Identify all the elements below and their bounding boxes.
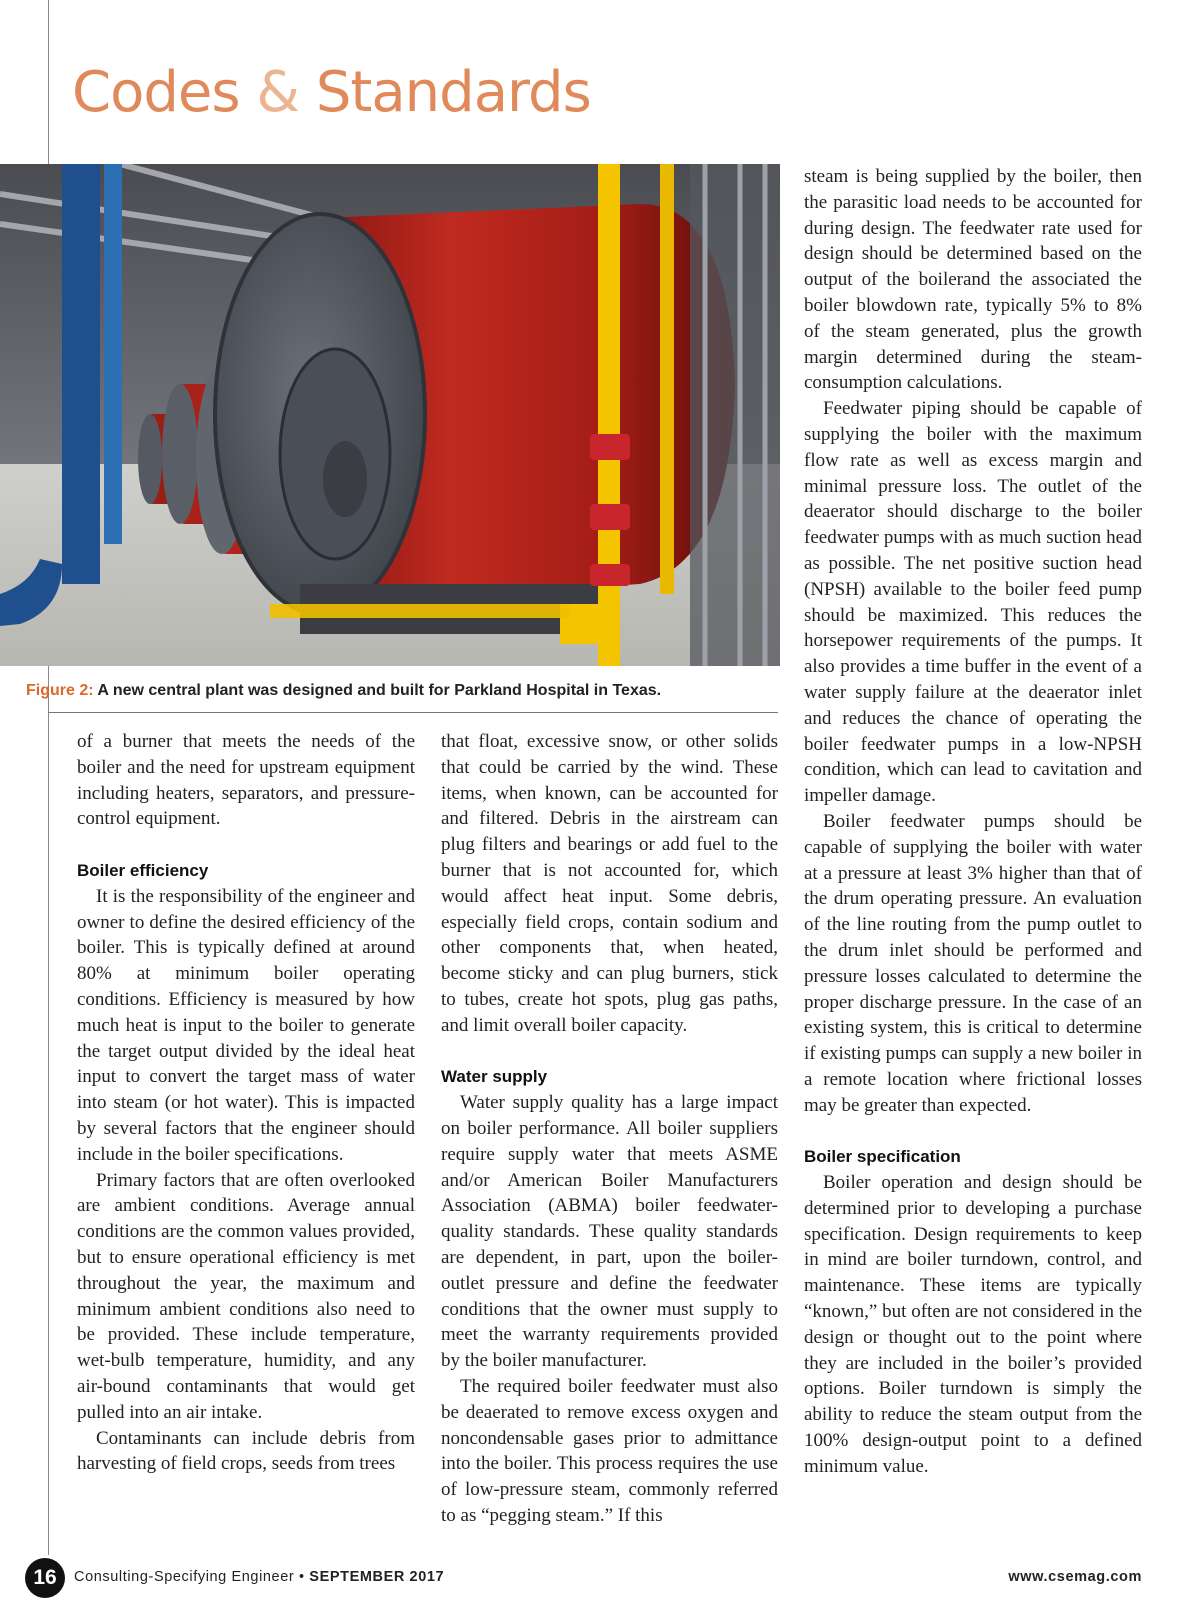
figure-caption xyxy=(26,682,786,700)
boiler-plant-photo xyxy=(0,164,780,666)
article-column-3 xyxy=(804,164,1142,1480)
figure-caption-text: A new central plant was designed and built for Parkland Hospital in Texas. xyxy=(97,682,662,699)
paragraph: steam is being supplied by the boiler, then the parasitic load needs to be accounted for during design. The feedwater rate used for design should be determined based on the output of the boilerand the associated the boiler blowdown rate, typically 5% to 8% of the steam generated, plus the growth margin determined during the steam-consumption calculations. xyxy=(804,166,1142,394)
header-title-rest: Standards xyxy=(315,60,591,125)
paragraph: Primary factors that are often overlooked are ambient conditions. Average annual conditions are the common values provided, but to ensure operational efficiency is met throughout the year, the maximum and minimum ambient conditions also need to be provided. These include temperature, wet-bulb temperature, humidity, and any air-bound contaminants that would get pulled into an air intake. xyxy=(77,1169,415,1423)
header-title-main: Codes xyxy=(72,60,240,125)
paragraph: Water supply quality has a large impact on boiler performance. All boiler suppliers require supply water that meets ASME and/or American Boiler Manufacturers Association (ABMA) boiler feedwater-quality standards. These quality standards are dependent, in part, upon the boiler-outlet pressure and define the feedwater conditions that the owner must supply to meet the warranty requirements provided by the boiler manufacturer. xyxy=(441,1092,778,1372)
paragraph: Contaminants can include debris from harvesting of field crops, seeds from trees xyxy=(77,1427,415,1475)
page-footer xyxy=(0,1558,1200,1598)
section-heading-water-supply: Water supply xyxy=(441,1067,548,1087)
paragraph: Boiler operation and design should be determined prior to developing a purchase specification. Design requirements to keep in mind are boiler turndown, control, and maintenance. These items are typically “known,” but often are not considered in the design or thought out to the point where they are included in the boiler’s provided options. Boiler turndown is simply the ability to reduce the steam output from the 100% design-output point to a defined minimum value. xyxy=(804,1172,1142,1477)
paragraph: It is the responsibility of the engineer and owner to define the desired efficiency of the boiler. This is typically defined at around 80% at minimum boiler operating conditions. Efficiency is measured by how much heat is input to the boiler to generate the target output divided by the ideal heat input to convert the target mass of water into steam (or hot water). This is impacted by several factors that the engineer should include in the boiler specifications. xyxy=(77,885,415,1165)
section-header xyxy=(72,62,591,124)
section-heading-boiler-efficiency: Boiler efficiency xyxy=(77,860,209,880)
publication-name: Consulting-Specifying Engineer xyxy=(74,1569,295,1585)
boiler-plant-illustration xyxy=(0,164,780,666)
paragraph: that float, excessive snow, or other solids that could be carried by the wind. These items, when known, can be accounted for and filtered. Debris in the airstream can plug filters and bearings or add fuel to the burner that is not accounted for, which would affect heat input. Some debris, especially field crops, contain sodium and other components that, when heated, become sticky and can plug burners, stick to tubes, create hot spots, plug gas paths, and limit overall boiler capacity. xyxy=(441,731,778,1036)
paragraph: Feedwater piping should be capable of supplying the boiler with the maximum flow rate as well as excess margin and minimal pressure loss. The outlet of the deaerator should discharge to the boiler feedwater pumps with as much suction head as possible. The net positive suction head (NPSH) available to the boiler feed pump should be maximized. This reduces the horsepower requirements of the pumps. It also provides a time buffer in the event of a water supply failure at the deaerator inlet and reduces the chance of operating the boiler feedwater pumps in a low-NPSH condition, which can lead to cavitation and impeller damage. xyxy=(804,398,1142,807)
article-column-1 xyxy=(77,729,415,1477)
article-column-2 xyxy=(441,729,778,1529)
paragraph: The required boiler feedwater must also be deaerated to remove excess oxygen and noncondensable gases prior to admittance into the boiler. This process requires the use of low-pressure steam, commonly referred to as “pegging steam.” If this xyxy=(441,1375,778,1526)
issue-date: SEPTEMBER 2017 xyxy=(309,1569,445,1585)
paragraph: Boiler feedwater pumps should be capable of supplying the boiler with water at a pressure at least 3% higher than that of the drum operating pressure. An evaluation of the line routing from the pump outlet to the drum inlet should be performed and pressure losses calculated to determine the proper discharge pressure. In the case of an existing system, this is critical to determine if existing pumps can supply a new boiler in a remote location where frictional losses may be greater than expected. xyxy=(804,810,1142,1116)
footer-separator: • xyxy=(298,1569,305,1585)
page-number-badge: 16 xyxy=(25,1558,65,1598)
header-title-ampersand: & xyxy=(256,60,300,125)
figure-label: Figure 2: xyxy=(26,682,94,699)
paragraph: of a burner that meets the needs of the boiler and the need for upstream equipment including heaters, separators, and pressure-control equipment. xyxy=(77,731,415,830)
caption-divider xyxy=(48,712,778,713)
website-url: www.csemag.com xyxy=(1008,1569,1142,1585)
section-heading-boiler-specification: Boiler specification xyxy=(804,1147,961,1167)
footer-publication xyxy=(74,1569,444,1585)
